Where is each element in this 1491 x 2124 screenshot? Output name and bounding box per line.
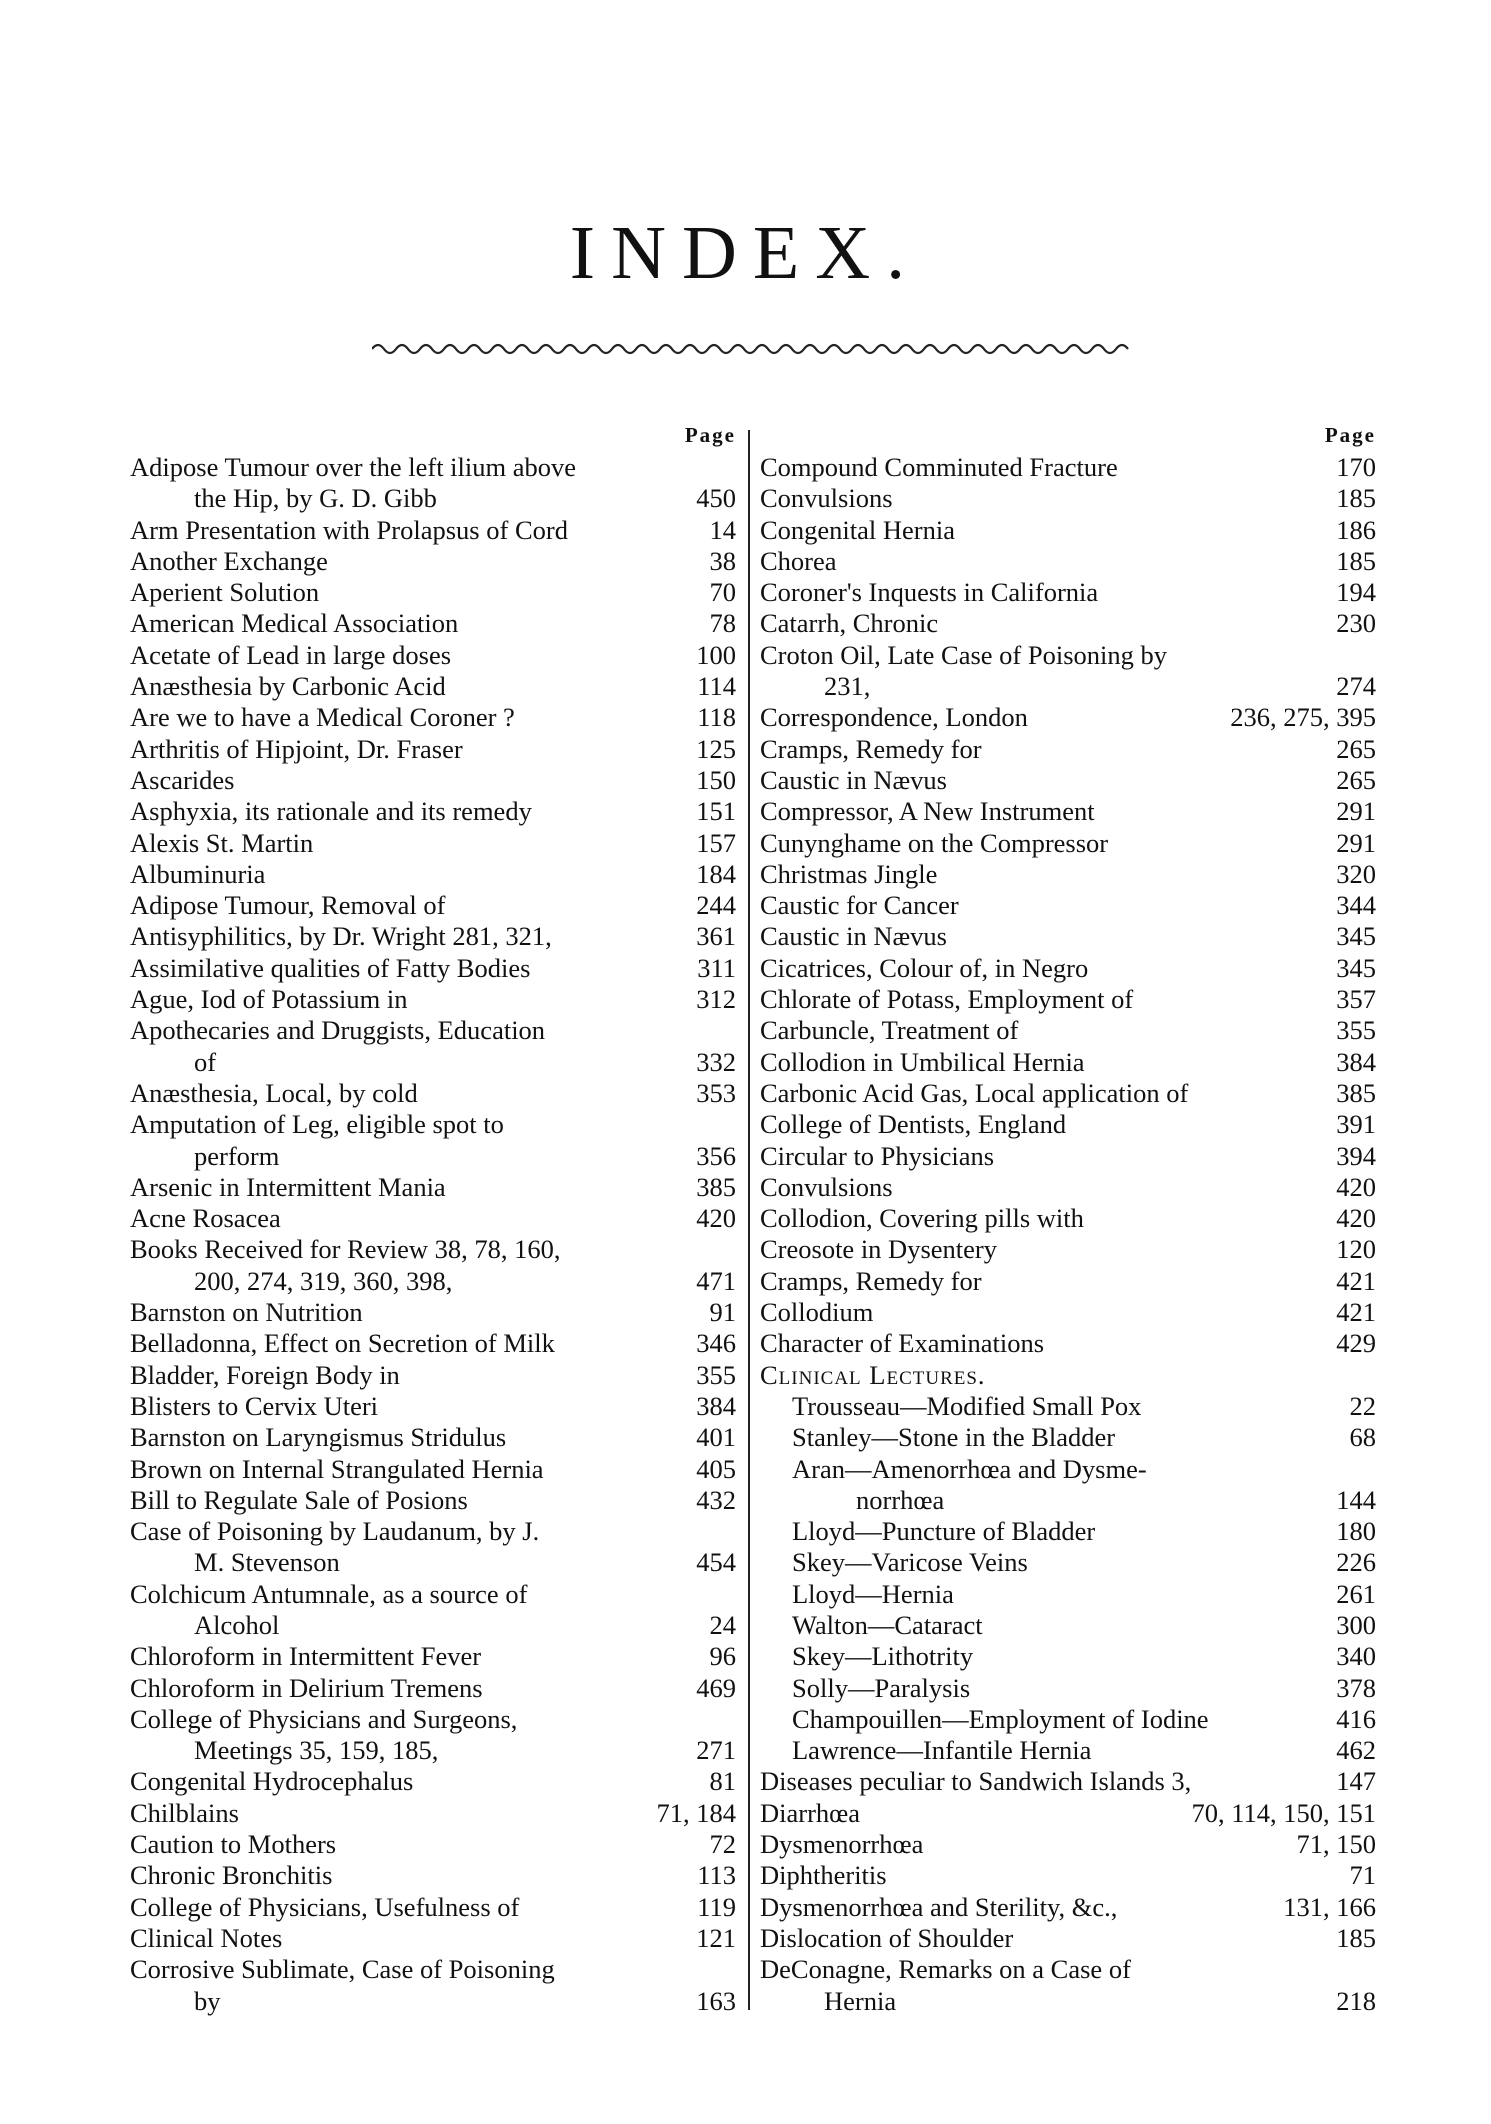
index-entry bbox=[760, 1610, 1376, 1641]
index-entry bbox=[760, 1829, 1376, 1860]
entry-title: Champouillen—Employment of Iodine bbox=[792, 1703, 1209, 1734]
entry-page-number: 394 bbox=[1336, 1140, 1376, 1171]
entry-page-number: 432 bbox=[696, 1484, 736, 1515]
entry-page-number: 420 bbox=[696, 1203, 736, 1234]
entry-title: Ascarides bbox=[130, 764, 235, 795]
entry-page-number: 416 bbox=[1336, 1703, 1376, 1734]
entry-title: Acetate of Lead in large doses bbox=[130, 639, 452, 670]
index-entry bbox=[130, 1109, 736, 1172]
entry-title: Corrosive Sublimate, Case of Poisoning bbox=[130, 1954, 555, 1985]
index-entry bbox=[130, 515, 736, 546]
entry-page-number: 421 bbox=[1336, 1265, 1376, 1296]
index-entry bbox=[760, 1798, 1376, 1829]
index-entry bbox=[760, 1735, 1376, 1766]
entry-title: Convulsions bbox=[760, 483, 893, 514]
index-entry bbox=[760, 828, 1376, 859]
entry-title: Barnston on Laryngismus Stridulus bbox=[130, 1422, 507, 1453]
entry-continuation: of bbox=[194, 1046, 217, 1077]
index-entry bbox=[760, 1141, 1376, 1172]
entry-title: Croton Oil, Late Case of Poisoning by bbox=[760, 639, 1168, 670]
entry-continuation: M. Stevenson bbox=[194, 1547, 340, 1578]
index-entry bbox=[760, 890, 1376, 921]
entry-page-number: 144 bbox=[1336, 1484, 1376, 1515]
entry-page-number: 311 bbox=[697, 952, 736, 983]
entry-page-number: 71 bbox=[1349, 1860, 1376, 1891]
entry-page-number: 420 bbox=[1336, 1203, 1376, 1234]
entry-page-number: 421 bbox=[1336, 1297, 1376, 1328]
entry-page-number: 384 bbox=[696, 1390, 736, 1421]
entry-title: Convulsions bbox=[760, 1171, 893, 1202]
index-entry bbox=[130, 1015, 736, 1078]
index-entry bbox=[130, 577, 736, 608]
entry-page-number: 236, 275, 395 bbox=[1230, 702, 1376, 733]
entry-page-number: 378 bbox=[1336, 1672, 1376, 1703]
entry-page-number: 38 bbox=[709, 545, 736, 576]
index-entry bbox=[130, 1360, 736, 1391]
entry-title: Chorea bbox=[760, 545, 837, 576]
entry-title: Dysmenorrhœa and Sterility, &c., bbox=[760, 1891, 1118, 1922]
right-entry-list bbox=[760, 452, 1376, 2017]
entry-page-number: 345 bbox=[1336, 952, 1376, 983]
entry-page-number: 81 bbox=[709, 1766, 736, 1797]
entry-title: Compound Comminuted Fracture bbox=[760, 452, 1118, 482]
index-entry bbox=[130, 1454, 736, 1485]
entry-page-number: 340 bbox=[1336, 1641, 1376, 1672]
index-entry bbox=[760, 1422, 1376, 1453]
entry-title: Chilblains bbox=[130, 1797, 239, 1828]
entry-page-number: 291 bbox=[1336, 796, 1376, 827]
entry-title: Collodion, Covering pills with bbox=[760, 1203, 1084, 1234]
entry-title: Assimilative qualities of Fatty Bodies bbox=[130, 952, 531, 983]
entry-title: Creosote in Dysentery bbox=[760, 1234, 997, 1265]
entry-title: Albuminuria bbox=[130, 858, 266, 889]
left-entry-list bbox=[130, 452, 736, 2017]
index-entry bbox=[130, 1923, 736, 1954]
entry-title: Compressor, A New Instrument bbox=[760, 796, 1095, 827]
entry-title: Chloroform in Delirium Tremens bbox=[130, 1672, 483, 1703]
entry-page-number: 119 bbox=[697, 1891, 736, 1922]
entry-title: Another Exchange bbox=[130, 545, 328, 576]
index-entry bbox=[130, 921, 736, 952]
entry-page-number: 320 bbox=[1336, 858, 1376, 889]
entry-page-number: 405 bbox=[696, 1453, 736, 1484]
index-entry bbox=[130, 1297, 736, 1328]
entry-continuation: 200, 274, 319, 360, 398, bbox=[194, 1265, 453, 1296]
entry-title: Cramps, Remedy for bbox=[760, 733, 982, 764]
entry-page-number: 71, 184 bbox=[656, 1797, 736, 1828]
index-entry bbox=[130, 765, 736, 796]
entry-page-number: 96 bbox=[709, 1641, 736, 1672]
entry-page-number: 163 bbox=[696, 1985, 736, 2016]
page-column-header: Page bbox=[684, 423, 736, 447]
entry-title: Stanley—Stone in the Bladder bbox=[792, 1422, 1116, 1453]
page-column-header: Page bbox=[1324, 423, 1376, 447]
entry-title: Brown on Internal Strangulated Hernia bbox=[130, 1453, 544, 1484]
entry-title: College of Physicians and Surgeons, bbox=[130, 1703, 518, 1734]
entry-title: Collodium bbox=[760, 1297, 874, 1328]
entry-continuation: 231, bbox=[824, 671, 871, 702]
index-entry bbox=[760, 1109, 1376, 1140]
entry-title: Blisters to Cervix Uteri bbox=[130, 1390, 379, 1421]
entry-page-number: 78 bbox=[709, 608, 736, 639]
index-entry bbox=[760, 1297, 1376, 1328]
index-entry bbox=[130, 546, 736, 577]
entry-page-number: 312 bbox=[696, 984, 736, 1015]
index-entry bbox=[130, 1516, 736, 1579]
index-entry bbox=[760, 640, 1376, 703]
entry-page-number: 471 bbox=[696, 1265, 736, 1296]
entry-page-number: 357 bbox=[1336, 984, 1376, 1015]
entry-title: Caution to Mothers bbox=[130, 1829, 337, 1860]
index-entry bbox=[760, 1641, 1376, 1672]
index-entry bbox=[760, 1266, 1376, 1297]
index-entry bbox=[130, 1172, 736, 1203]
entry-title: Anæsthesia, Local, by cold bbox=[130, 1077, 418, 1108]
index-entry bbox=[760, 734, 1376, 765]
entry-title: Caustic for Cancer bbox=[760, 890, 959, 921]
index-entry bbox=[130, 702, 736, 733]
entry-page-number: 230 bbox=[1336, 608, 1376, 639]
entry-title: DeConagne, Remarks on a Case of bbox=[760, 1954, 1131, 1985]
index-entry bbox=[760, 859, 1376, 890]
index-entry bbox=[760, 1892, 1376, 1923]
entry-page-number: 14 bbox=[709, 514, 736, 545]
index-entry bbox=[760, 1579, 1376, 1610]
index-entry bbox=[130, 859, 736, 890]
index-entry bbox=[760, 515, 1376, 546]
entry-title: Trousseau—Modified Small Pox bbox=[792, 1390, 1142, 1421]
index-entry bbox=[760, 1516, 1376, 1547]
entry-page-number: 353 bbox=[696, 1077, 736, 1108]
index-entry bbox=[760, 1766, 1376, 1797]
entry-title: College of Dentists, England bbox=[760, 1109, 1067, 1140]
entry-page-number: 72 bbox=[709, 1829, 736, 1860]
entry-title: Aran—Amenorrhœa and Dysme- bbox=[792, 1453, 1147, 1484]
entry-page-number: 185 bbox=[1336, 483, 1376, 514]
entry-title: Alexis St. Martin bbox=[130, 827, 314, 858]
entry-title: Books Received for Review 38, 78, 160, bbox=[130, 1234, 561, 1265]
index-entry bbox=[760, 1047, 1376, 1078]
index-entry bbox=[760, 921, 1376, 952]
index-entry bbox=[760, 765, 1376, 796]
entry-continuation: Alcohol bbox=[194, 1609, 280, 1640]
entry-title: Clinical Notes bbox=[130, 1922, 283, 1953]
entry-title: Dysmenorrhœa bbox=[760, 1829, 924, 1860]
index-entry bbox=[130, 796, 736, 827]
entry-title: Diseases peculiar to Sandwich Islands 3, bbox=[760, 1766, 1192, 1797]
entry-page-number: 274 bbox=[1336, 671, 1376, 702]
entry-continuation: Meetings 35, 159, 185, bbox=[194, 1735, 439, 1766]
entry-title: Chloroform in Intermittent Fever bbox=[130, 1641, 482, 1672]
index-entry bbox=[760, 1203, 1376, 1234]
entry-page-number: 70 bbox=[709, 577, 736, 608]
entry-title: Diphtheritis bbox=[760, 1860, 887, 1891]
entry-continuation: perform bbox=[194, 1140, 280, 1171]
entry-title: Cunynghame on the Compressor bbox=[760, 827, 1109, 858]
entry-title: Skey—Varicose Veins bbox=[792, 1547, 1028, 1578]
entry-title: Carbuncle, Treatment of bbox=[760, 1015, 1019, 1046]
index-entry bbox=[760, 1954, 1376, 2017]
entry-title: Case of Poisoning by Laudanum, by J. bbox=[130, 1516, 540, 1547]
entry-title: Circular to Physicians bbox=[760, 1140, 995, 1171]
entry-page-number: 300 bbox=[1336, 1609, 1376, 1640]
entry-title: Lloyd—Puncture of Bladder bbox=[792, 1516, 1096, 1547]
entry-page-number: 170 bbox=[1336, 452, 1376, 482]
entry-page-number: 361 bbox=[696, 921, 736, 952]
entry-title: Arm Presentation with Prolapsus of Cord bbox=[130, 514, 568, 545]
index-entry bbox=[130, 984, 736, 1015]
entry-page-number: 332 bbox=[696, 1046, 736, 1077]
entry-title: American Medical Association bbox=[130, 608, 459, 639]
index-entry bbox=[130, 1954, 736, 2017]
index-entry bbox=[130, 1704, 736, 1767]
entry-title: Lloyd—Hernia bbox=[792, 1578, 954, 1609]
wavy-rule bbox=[372, 338, 1132, 360]
index-entry bbox=[760, 953, 1376, 984]
index-entry bbox=[760, 1391, 1376, 1422]
column-divider bbox=[748, 430, 750, 2010]
entry-page-number: 469 bbox=[696, 1672, 736, 1703]
entry-page-number: 355 bbox=[1336, 1015, 1376, 1046]
entry-page-number: 218 bbox=[1336, 1985, 1376, 2016]
index-entry bbox=[130, 1892, 736, 1923]
index-entry bbox=[130, 1078, 736, 1109]
index-entry bbox=[130, 1422, 736, 1453]
entry-title: Lawrence—Infantile Hernia bbox=[792, 1735, 1092, 1766]
entry-page-number: 261 bbox=[1336, 1578, 1376, 1609]
entry-page-number: 120 bbox=[1336, 1234, 1376, 1265]
entry-title: Ague, Iod of Potassium in bbox=[130, 984, 408, 1015]
entry-continuation: norrhœa bbox=[856, 1484, 945, 1515]
index-entry bbox=[130, 640, 736, 671]
entry-title: Coroner's Inquests in California bbox=[760, 577, 1099, 608]
entry-title: Dislocation of Shoulder bbox=[760, 1922, 1014, 1953]
right-column bbox=[760, 418, 1376, 2017]
entry-title: Arsenic in Intermittent Mania bbox=[130, 1171, 446, 1202]
entry-page-number: 244 bbox=[696, 890, 736, 921]
index-entry bbox=[130, 452, 736, 515]
entry-title: Apothecaries and Druggists, Education bbox=[130, 1015, 546, 1046]
index-entry bbox=[760, 577, 1376, 608]
entry-title: Correspondence, London bbox=[760, 702, 1028, 733]
index-entry bbox=[130, 1234, 736, 1297]
entry-title: Chronic Bronchitis bbox=[130, 1860, 333, 1891]
index-entry bbox=[130, 1766, 736, 1797]
entry-title: Congenital Hydrocephalus bbox=[130, 1766, 414, 1797]
index-entry bbox=[760, 984, 1376, 1015]
entry-page-number: 462 bbox=[1336, 1735, 1376, 1766]
entry-page-number: 157 bbox=[696, 827, 736, 858]
entry-title: Christmas Jingle bbox=[760, 858, 938, 889]
index-entry bbox=[760, 1328, 1376, 1359]
entry-page-number: 391 bbox=[1336, 1109, 1376, 1140]
entry-page-number: 265 bbox=[1336, 733, 1376, 764]
index-entry bbox=[760, 1454, 1376, 1517]
entry-page-number: 100 bbox=[696, 639, 736, 670]
entry-title: Diarrhœa bbox=[760, 1797, 861, 1828]
entry-page-number: 22 bbox=[1349, 1390, 1376, 1421]
index-entry bbox=[130, 1391, 736, 1422]
index-entry bbox=[760, 452, 1376, 483]
entry-title: Barnston on Nutrition bbox=[130, 1297, 363, 1328]
index-entry bbox=[760, 1704, 1376, 1735]
entry-title: Caustic in Nævus bbox=[760, 921, 947, 952]
entry-page-number: 401 bbox=[696, 1422, 736, 1453]
entry-page-number: 91 bbox=[709, 1297, 736, 1328]
entry-page-number: 185 bbox=[1336, 1922, 1376, 1953]
entry-continuation: by bbox=[194, 1985, 221, 2016]
entry-page-number: 385 bbox=[1336, 1077, 1376, 1108]
entry-title: Bill to Regulate Sale of Posions bbox=[130, 1484, 468, 1515]
entry-page-number: 450 bbox=[696, 483, 736, 514]
entry-title: Solly—Paralysis bbox=[792, 1672, 971, 1703]
entry-page-number: 356 bbox=[696, 1140, 736, 1171]
entry-title: Bladder, Foreign Body in bbox=[130, 1359, 400, 1390]
entry-page-number: 226 bbox=[1336, 1547, 1376, 1578]
index-entry bbox=[130, 1579, 736, 1642]
entry-page-number: 384 bbox=[1336, 1046, 1376, 1077]
entry-page-number: 180 bbox=[1336, 1516, 1376, 1547]
entry-title: Arthritis of Hipjoint, Dr. Fraser bbox=[130, 733, 463, 764]
entry-page-number: 118 bbox=[697, 702, 736, 733]
entry-title: Amputation of Leg, eligible spot to bbox=[130, 1109, 504, 1140]
entry-page-number: 454 bbox=[696, 1547, 736, 1578]
entry-page-number: 291 bbox=[1336, 827, 1376, 858]
entry-page-number: 147 bbox=[1336, 1766, 1376, 1797]
index-entry bbox=[760, 702, 1376, 733]
entry-page-number: 420 bbox=[1336, 1171, 1376, 1202]
entry-title: Cicatrices, Colour of, in Negro bbox=[760, 952, 1089, 983]
index-entry bbox=[760, 546, 1376, 577]
index-entry bbox=[760, 1547, 1376, 1578]
entry-title: Antisyphilitics, by Dr. Wright 281, 321, bbox=[130, 921, 552, 952]
index-entry bbox=[760, 1015, 1376, 1046]
entry-title: Character of Examinations bbox=[760, 1328, 1045, 1359]
entry-title: Asphyxia, its rationale and its remedy bbox=[130, 796, 532, 827]
entry-page-number: 385 bbox=[696, 1171, 736, 1202]
entry-page-number: 194 bbox=[1336, 577, 1376, 608]
entry-title: Collodion in Umbilical Hernia bbox=[760, 1046, 1085, 1077]
index-entry bbox=[760, 483, 1376, 514]
entry-title: Adipose Tumour, Removal of bbox=[130, 890, 446, 921]
page-title: INDEX. bbox=[569, 211, 922, 295]
entry-page-number: 71, 150 bbox=[1296, 1829, 1376, 1860]
entry-title: Aperient Solution bbox=[130, 577, 320, 608]
index-entry bbox=[130, 1798, 736, 1829]
entry-title: Carbonic Acid Gas, Local application of bbox=[760, 1077, 1189, 1108]
entry-page-number: 125 bbox=[696, 733, 736, 764]
entry-title: Catarrh, Chronic bbox=[760, 608, 939, 639]
entry-page-number: 24 bbox=[709, 1609, 736, 1640]
section-heading bbox=[760, 1360, 1376, 1391]
entry-page-number: 114 bbox=[697, 671, 736, 702]
index-entry bbox=[760, 1923, 1376, 1954]
index-entry bbox=[760, 1234, 1376, 1265]
entry-continuation: Hernia bbox=[824, 1985, 897, 2016]
index-entry bbox=[130, 1829, 736, 1860]
entry-title: College of Physicians, Usefulness of bbox=[130, 1891, 520, 1922]
index-entry bbox=[760, 1860, 1376, 1891]
index-entry bbox=[130, 828, 736, 859]
entry-title: Belladonna, Effect on Secretion of Milk bbox=[130, 1328, 555, 1359]
left-column bbox=[130, 418, 736, 2017]
entry-page-number: 121 bbox=[696, 1922, 736, 1953]
entry-title: Acne Rosacea bbox=[130, 1203, 281, 1234]
index-entry bbox=[130, 671, 736, 702]
entry-page-number: 70, 114, 150, 151 bbox=[1191, 1797, 1376, 1828]
index-entry bbox=[760, 1673, 1376, 1704]
index-entry bbox=[130, 1673, 736, 1704]
entry-title: Walton—Cataract bbox=[792, 1609, 983, 1640]
entry-page-number: 151 bbox=[696, 796, 736, 827]
entry-page-number: 113 bbox=[697, 1860, 736, 1891]
entry-page-number: 68 bbox=[1349, 1422, 1376, 1453]
entry-title: Caustic in Nævus bbox=[760, 764, 947, 795]
entry-page-number: 346 bbox=[696, 1328, 736, 1359]
entry-title: Are we to have a Medical Coroner ? bbox=[130, 702, 515, 733]
entry-title: Cramps, Remedy for bbox=[760, 1265, 982, 1296]
index-entry bbox=[130, 608, 736, 639]
entry-title: Colchicum Antumnale, as a source of bbox=[130, 1578, 528, 1609]
entry-page-number: 186 bbox=[1336, 514, 1376, 545]
index-entry bbox=[130, 890, 736, 921]
index-entry bbox=[130, 953, 736, 984]
entry-page-number: 355 bbox=[696, 1359, 736, 1390]
index-entry bbox=[130, 1485, 736, 1516]
entry-page-number: 184 bbox=[696, 858, 736, 889]
entry-page-number: 345 bbox=[1336, 921, 1376, 952]
entry-page-number: 429 bbox=[1336, 1328, 1376, 1359]
entry-title: Skey—Lithotrity bbox=[792, 1641, 974, 1672]
index-entry bbox=[130, 734, 736, 765]
entry-page-number: 185 bbox=[1336, 545, 1376, 576]
index-entry bbox=[130, 1203, 736, 1234]
entry-page-number: 344 bbox=[1336, 890, 1376, 921]
entry-continuation: the Hip, by G. D. Gibb bbox=[194, 483, 437, 514]
index-entry bbox=[130, 1328, 736, 1359]
index-entry bbox=[130, 1860, 736, 1891]
entry-title: Adipose Tumour over the left ilium above bbox=[130, 452, 577, 482]
entry-title: Chlorate of Potass, Employment of bbox=[760, 984, 1134, 1015]
entry-page-number: 265 bbox=[1336, 764, 1376, 795]
entry-page-number: 131, 166 bbox=[1283, 1891, 1376, 1922]
entry-page-number: 150 bbox=[696, 764, 736, 795]
index-entry bbox=[760, 1172, 1376, 1203]
entry-title: Anæsthesia by Carbonic Acid bbox=[130, 671, 446, 702]
index-entry bbox=[130, 1641, 736, 1672]
entry-title: Congenital Hernia bbox=[760, 514, 956, 545]
entry-title: Clinical Lectures. bbox=[760, 1359, 986, 1390]
index-entry bbox=[760, 608, 1376, 639]
index-entry bbox=[760, 796, 1376, 827]
index-entry bbox=[760, 1078, 1376, 1109]
entry-page-number: 271 bbox=[696, 1735, 736, 1766]
